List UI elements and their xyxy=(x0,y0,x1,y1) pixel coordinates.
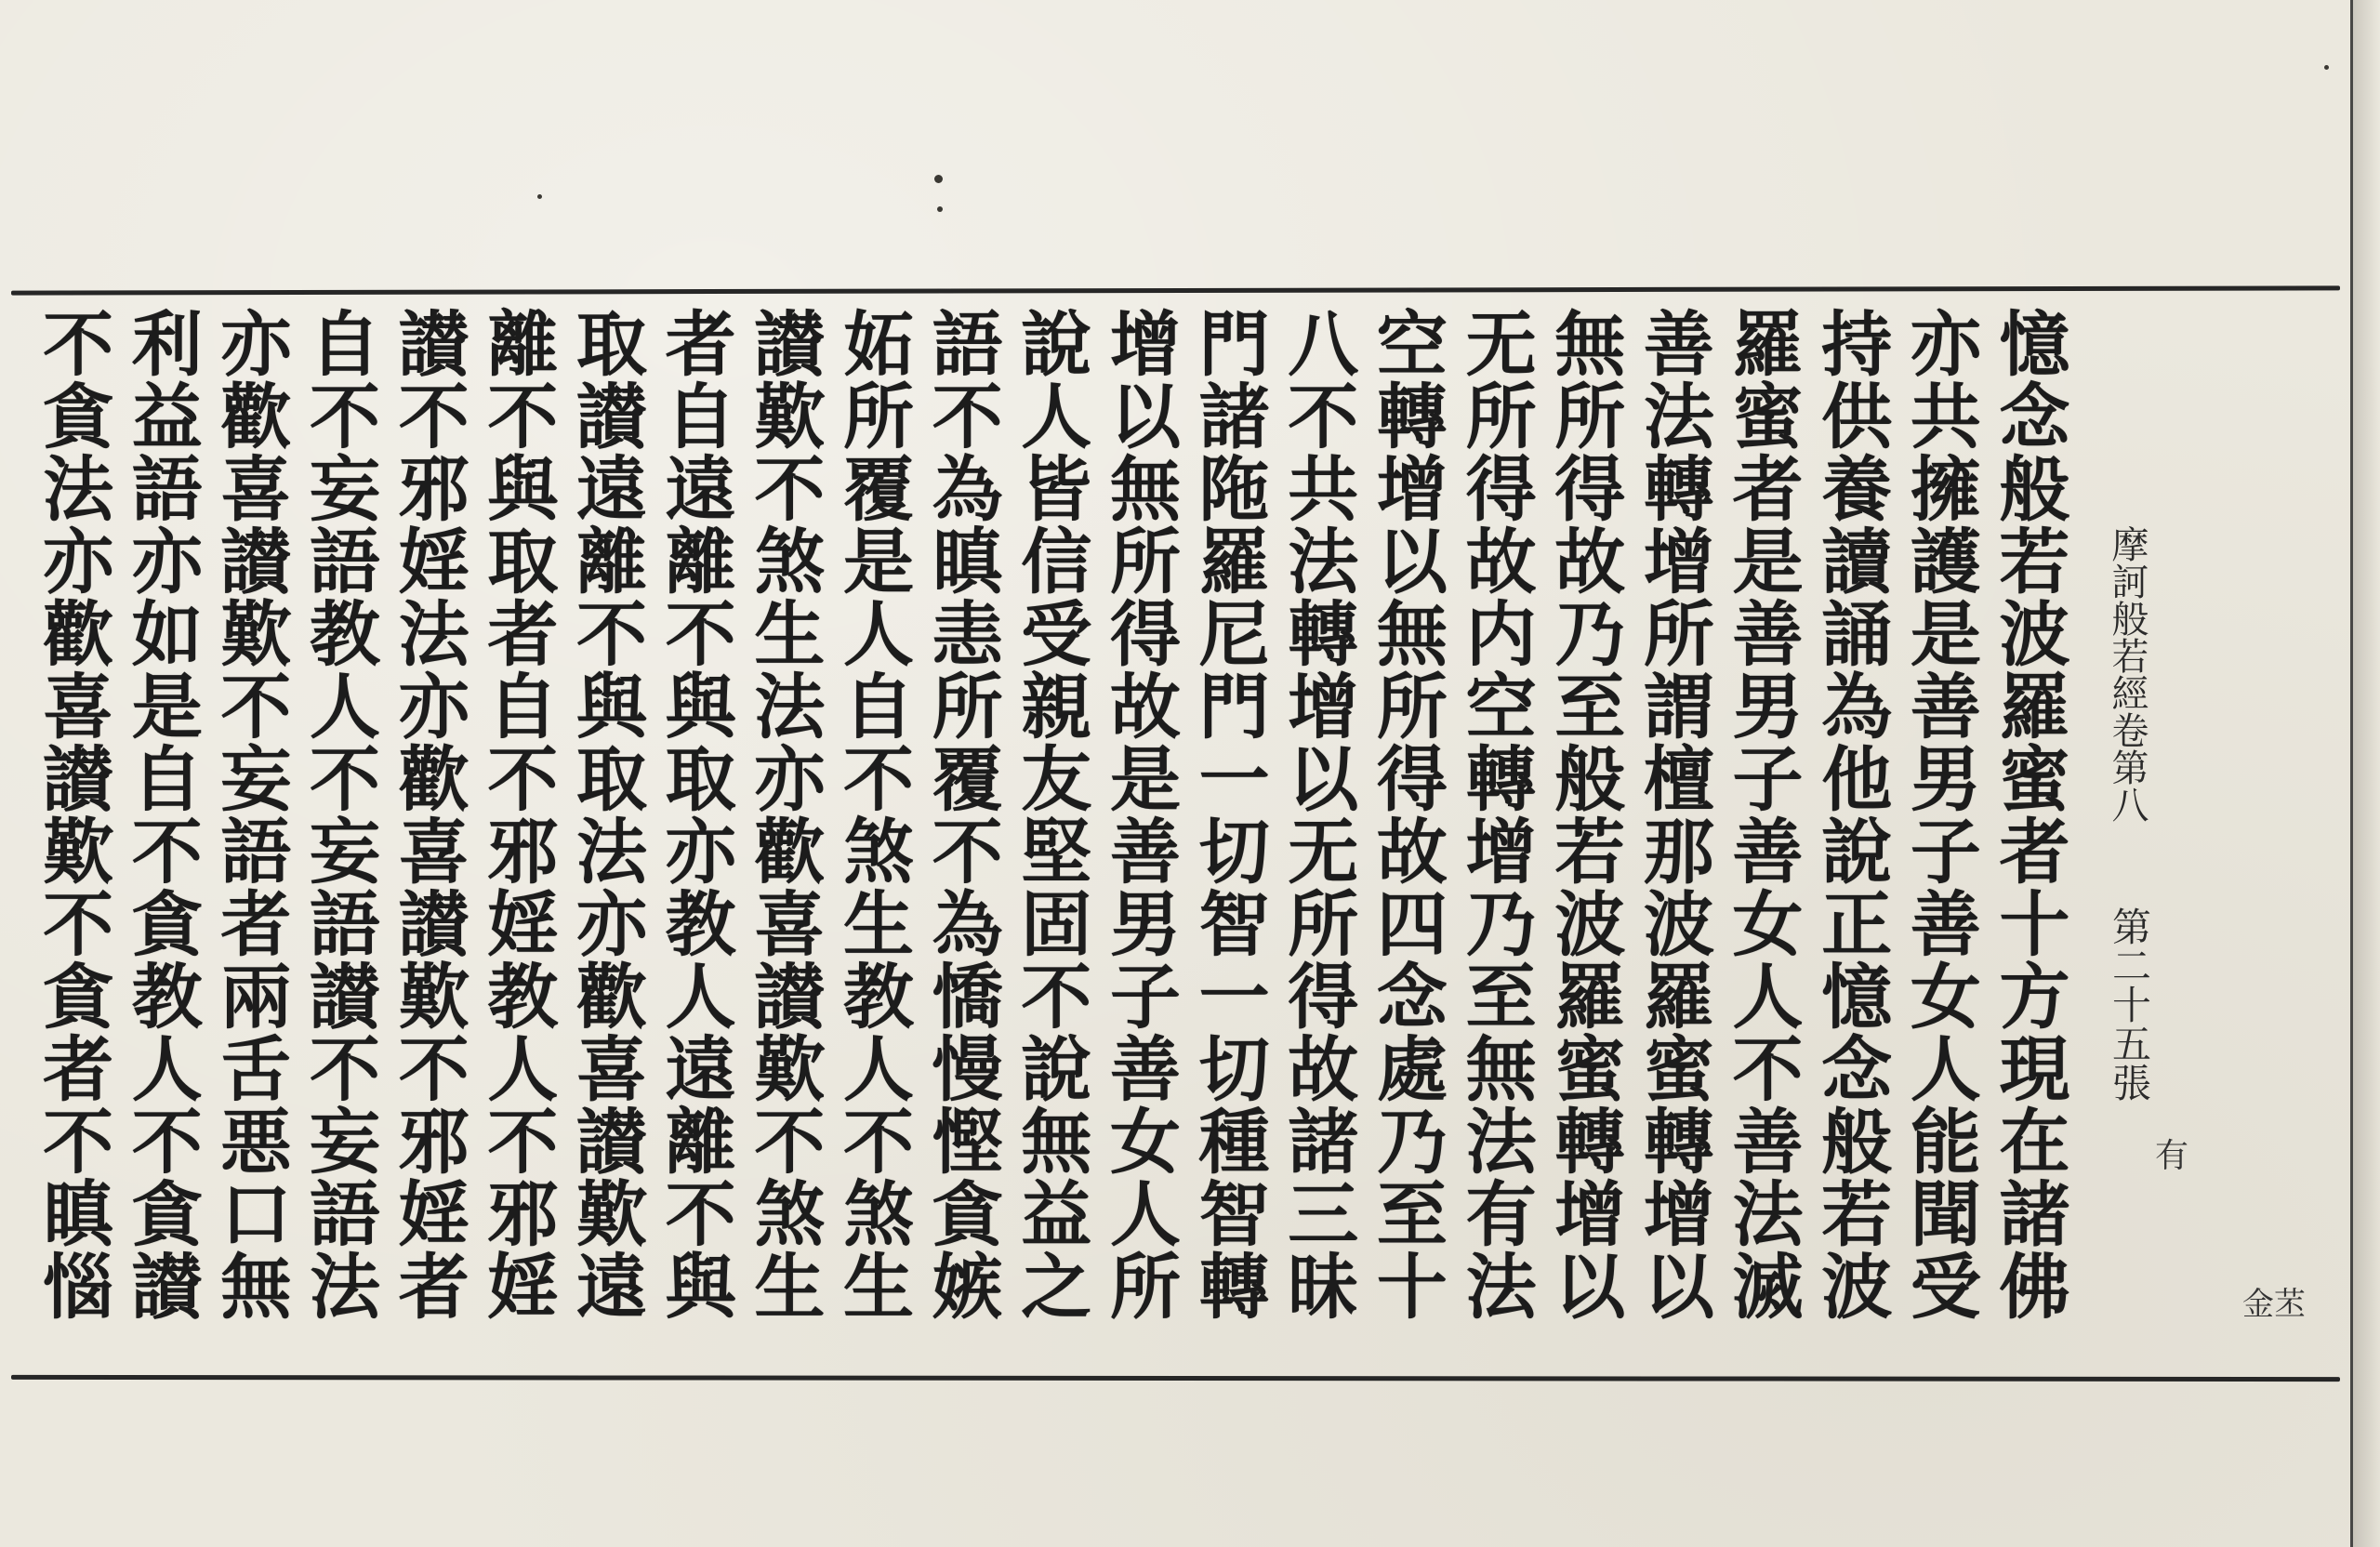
text-column: 无所得故内空轉增乃至無法有法 xyxy=(1454,307,1538,1322)
margin-page-number: 第二十五張 xyxy=(2107,906,2152,1102)
sutra-text-block xyxy=(30,307,2075,1367)
text-column: 空轉增以無所得故四念處乃至十 xyxy=(1365,307,1448,1322)
page-fold-shadow xyxy=(2353,0,2380,1547)
printed-border-bottom xyxy=(11,1375,2340,1382)
text-column: 利益語亦如是自不貪教人不貪讃 xyxy=(120,307,204,1322)
text-column: 門諸陁羅尼門一切智一切種智轉 xyxy=(1187,307,1271,1322)
text-column: 讃不邪婬法亦歡喜讃歎不邪婬者 xyxy=(387,307,470,1322)
margin-carver-seal: 金苤 xyxy=(2242,1286,2306,1323)
text-column: 八不共法轉增以无所得故諸三昧 xyxy=(1276,307,1359,1322)
ink-speck xyxy=(2324,65,2329,70)
text-column: 羅蜜者是善男子善女人不善法滅 xyxy=(1721,307,1805,1322)
text-column: 妬所覆是人自不煞生教人不煞生 xyxy=(831,307,915,1322)
text-column: 無所得故乃至般若波羅蜜轉增以 xyxy=(1542,307,1626,1322)
text-column: 不貪法亦歡喜讃歎不貪者不瞋惱 xyxy=(31,307,114,1322)
text-column: 亦共擁護是善男子善女人能聞受 xyxy=(1898,307,1982,1322)
margin-sutra-title: 摩訶般若經卷第八 xyxy=(2106,525,2149,823)
text-column: 離不與取者自不邪婬教人不邪婬 xyxy=(475,307,559,1322)
text-column: 自不妄語教人不妄語讃不妄語法 xyxy=(298,307,381,1322)
printed-border-top xyxy=(11,285,2340,295)
text-column: 說人皆信受親友堅固不說無益之 xyxy=(1009,307,1092,1322)
text-column: 增以無所得故是善男子善女人所 xyxy=(1098,307,1182,1322)
margin-mark: 有 xyxy=(2155,1137,2189,1175)
text-column: 取讃遠離不與取法亦歡喜讃歎遠 xyxy=(564,307,648,1322)
text-column: 憶念般若波羅蜜者十方現在諸佛 xyxy=(1988,307,2070,1322)
text-column: 語不為瞋恚所覆不為憍慢慳貪嫉 xyxy=(920,307,1004,1322)
ink-speck xyxy=(934,175,943,183)
ink-speck xyxy=(537,194,542,199)
text-column: 善法轉增所謂檀那波羅蜜轉增以 xyxy=(1632,307,1715,1322)
text-column: 讃歎不煞生法亦歡喜讃歎不煞生 xyxy=(742,307,826,1322)
text-column: 者自遠離不與取亦教人遠離不與 xyxy=(654,307,737,1322)
text-column: 持供養讀誦為他說正憶念般若波 xyxy=(1809,307,1893,1322)
ink-speck xyxy=(937,206,943,212)
text-column: 亦歡喜讃歎不妄語者兩舌悪口無 xyxy=(208,307,292,1322)
